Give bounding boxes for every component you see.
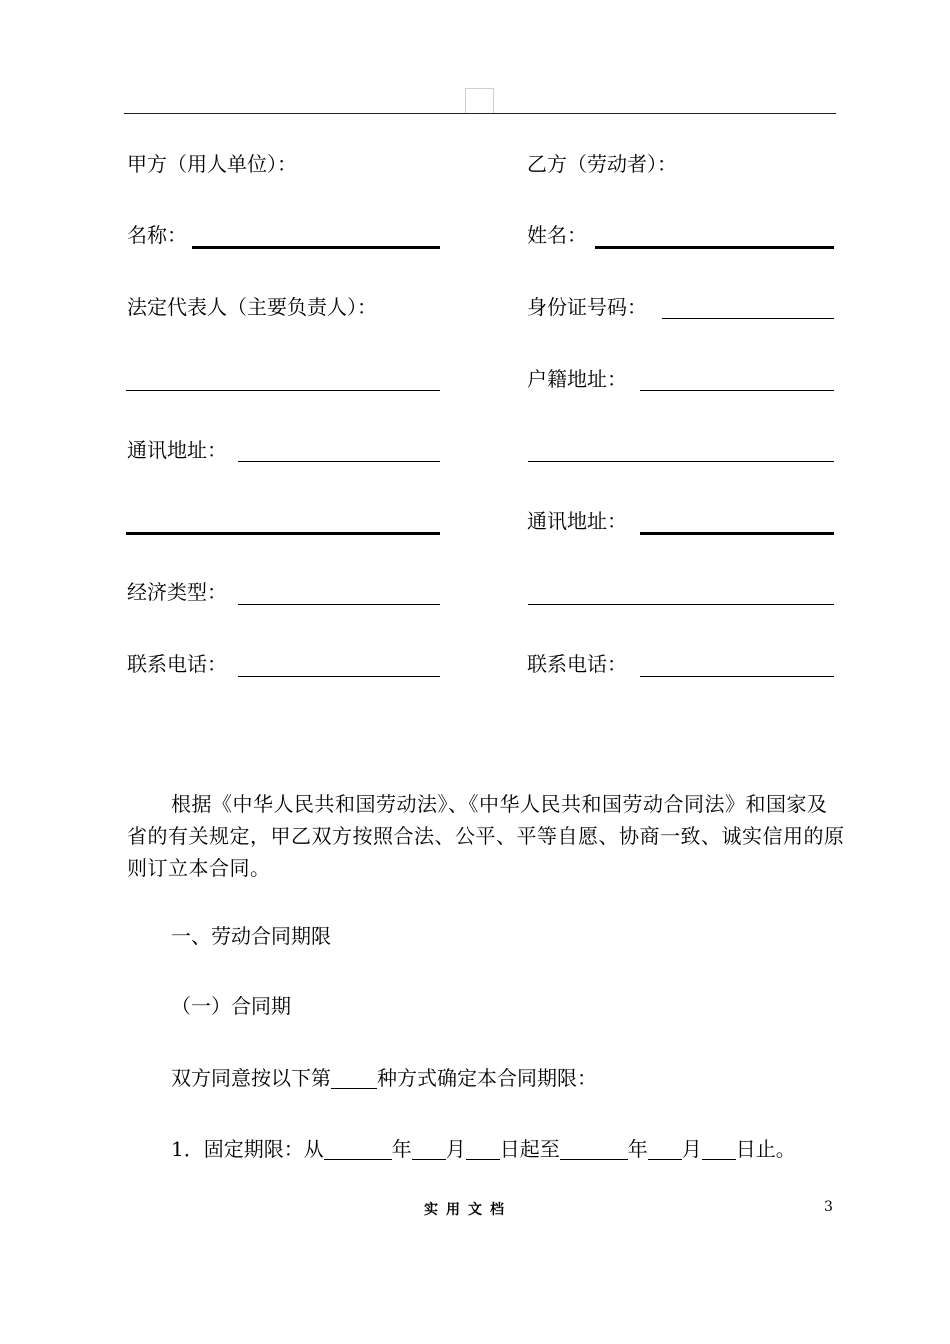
header-box [465, 88, 494, 114]
party-b-household-field-line2[interactable] [528, 461, 834, 462]
party-b-name-field[interactable] [595, 246, 834, 249]
party-a-legal-rep-label: 法定代表人（主要负责人）： [127, 295, 377, 319]
party-a-heading: 甲方（用人单位）： [127, 152, 297, 176]
section-1-title: 一、劳动合同期限 [171, 924, 331, 948]
party-a-name-label: 名称： [127, 223, 187, 247]
party-a-phone-label: 联系电话： [127, 652, 227, 676]
header-rule [124, 113, 836, 114]
start-year-label: 年 [391, 1137, 412, 1161]
party-b-address-field[interactable] [640, 532, 834, 535]
party-a-address-label: 通讯地址： [127, 438, 227, 462]
party-b-address-field-line2[interactable] [528, 604, 834, 605]
subsection-1-title: （一）合同期 [171, 994, 291, 1018]
party-b-household-label: 户籍地址： [527, 367, 627, 391]
party-a-phone-field[interactable] [238, 676, 440, 677]
end-month-blank[interactable] [648, 1137, 682, 1160]
start-month-label: 月 [445, 1137, 466, 1161]
page-number: 3 [824, 1199, 833, 1215]
fixed-term-line [171, 1137, 796, 1161]
method-prefix: 双方同意按以下第 [171, 1066, 331, 1090]
start-day-blank[interactable] [466, 1137, 500, 1160]
party-a-econ-type-field[interactable] [238, 604, 440, 605]
end-month-label: 月 [681, 1137, 702, 1161]
end-year-label: 年 [627, 1137, 648, 1161]
party-b-id-label: 身份证号码： [527, 295, 647, 319]
method-number-blank[interactable] [331, 1066, 377, 1089]
end-year-blank[interactable] [560, 1137, 628, 1160]
party-a-address-field[interactable] [238, 461, 440, 462]
party-b-phone-label: 联系电话： [527, 652, 627, 676]
footer-label: 实用文档 [424, 1202, 512, 1218]
start-month-blank[interactable] [412, 1137, 446, 1160]
party-a-name-field[interactable] [192, 246, 440, 249]
party-b-name-label: 姓名： [527, 223, 587, 247]
party-b-address-label: 通讯地址： [527, 509, 627, 533]
party-a-address-field-line2[interactable] [126, 532, 440, 535]
method-line [171, 1066, 597, 1090]
end-day-blank[interactable] [702, 1137, 736, 1160]
party-b-id-field[interactable] [662, 318, 834, 319]
party-b-phone-field[interactable] [640, 676, 834, 677]
fixed-term-prefix: 1．固定期限：从 [171, 1137, 324, 1161]
party-b-heading: 乙方（劳动者）： [527, 152, 677, 176]
party-a-legal-rep-field[interactable] [126, 390, 440, 391]
party-b-household-field[interactable] [640, 390, 834, 391]
intro-paragraph: 根据《中华人民共和国劳动法》、《中华人民共和国劳动合同法》和国家及省的有关规定，甲乙双方按照合法、公平、平等自愿、协商一致、诚实信用的原则订立本合同。 [127, 792, 845, 880]
party-a-econ-type-label: 经济类型： [127, 580, 227, 604]
end-day-label: 日止。 [735, 1137, 796, 1161]
start-day-label: 日起至 [499, 1137, 560, 1161]
start-year-blank[interactable] [324, 1137, 392, 1160]
method-suffix: 种方式确定本合同期限： [377, 1066, 597, 1090]
